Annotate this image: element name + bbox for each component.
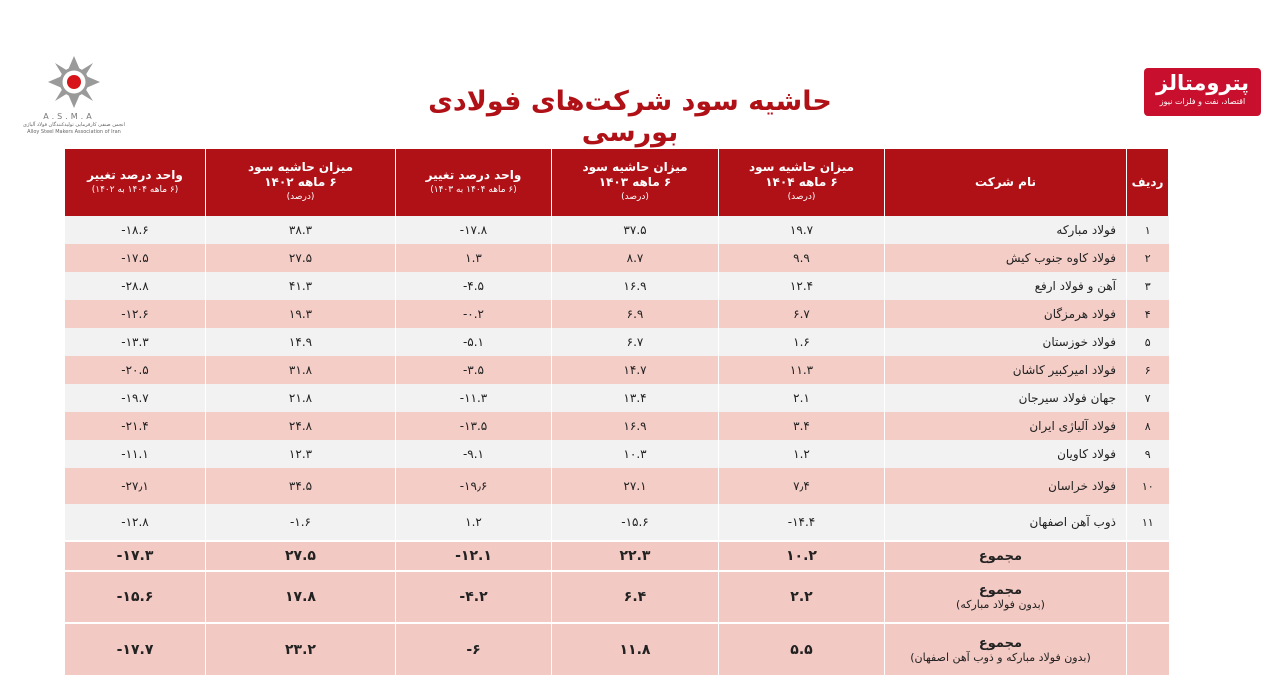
table-row — [65, 328, 1169, 356]
total-label-main: مجموع — [978, 635, 1023, 651]
total-c1: ۲.۲ — [719, 571, 885, 623]
total-c1: ۵.۵ — [719, 623, 885, 675]
company-name: جهان فولاد سیرجان — [885, 384, 1127, 412]
total-c4: ۱۷.۸ — [206, 571, 396, 623]
header-c2: میزان حاشیه سود ۶ ماهه ۱۴۰۳ (درصد) — [552, 149, 719, 216]
cell-c4: ۱۲.۳ — [206, 440, 396, 468]
total-c3: -۶ — [396, 623, 552, 675]
cell-c4: ۴۱.۳ — [206, 272, 396, 300]
row-index — [1127, 571, 1169, 623]
company-name: فولاد کاویان — [885, 440, 1127, 468]
company-name: فولاد هرمزگان — [885, 300, 1127, 328]
total-c1: ۱۰.۲ — [719, 541, 885, 571]
cell-c3: -۳.۵ — [396, 356, 552, 384]
row-index: ۸ — [1127, 412, 1169, 440]
cell-c5: -۲۸.۸ — [65, 272, 206, 300]
cell-c1: ۷٫۴ — [719, 468, 885, 504]
cell-c3: -۹.۱ — [396, 440, 552, 468]
cell-c4: ۳۴.۵ — [206, 468, 396, 504]
cell-c3: -۱۱.۳ — [396, 384, 552, 412]
cell-c2: ۱۳.۴ — [552, 384, 719, 412]
asma-name-en: Alloy Steel Makers Association of Iran — [27, 129, 121, 135]
header-c4: میزان حاشیه سود ۶ ماهه ۱۴۰۲ (درصد) — [206, 149, 396, 216]
cell-c2: ۶.۹ — [552, 300, 719, 328]
table-row — [65, 272, 1169, 300]
row-index: ۱۱ — [1127, 504, 1169, 541]
total-c2: ۱۱.۸ — [552, 623, 719, 675]
brand-tagline: اقتصاد، نفت و فلزات نیوز — [1159, 97, 1246, 106]
cell-c4: ۱۴.۹ — [206, 328, 396, 356]
total-label-sub: (بدون فولاد مبارکه) — [956, 598, 1045, 611]
header-c1: میزان حاشیه سود ۶ ماهه ۱۴۰۴ (درصد) — [719, 149, 885, 216]
cell-c3: -۱۷.۸ — [396, 216, 552, 244]
row-index — [1127, 541, 1169, 571]
row-index — [1127, 623, 1169, 675]
brand-name: پترومتالز — [1156, 71, 1249, 95]
cell-c4: ۳۱.۸ — [206, 356, 396, 384]
table-row — [65, 244, 1169, 272]
total-row — [65, 541, 1169, 571]
table-row — [65, 216, 1169, 244]
table-row — [65, 468, 1169, 504]
company-name: فولاد کاوه جنوب کیش — [885, 244, 1127, 272]
row-index: ۱ — [1127, 216, 1169, 244]
cell-c1: ۶.۷ — [719, 300, 885, 328]
company-name: ذوب آهن اصفهان — [885, 504, 1127, 541]
header-c3: واحد درصد تغییر (۶ ماهه ۱۴۰۴ به ۱۴۰۳) — [396, 149, 552, 216]
cell-c4: ۱۹.۳ — [206, 300, 396, 328]
row-index: ۴ — [1127, 300, 1169, 328]
cell-c1: ۱.۲ — [719, 440, 885, 468]
cell-c5: -۲۱.۴ — [65, 412, 206, 440]
total-label — [885, 541, 1127, 571]
row-index: ۳ — [1127, 272, 1169, 300]
company-name: فولاد مبارکه — [885, 216, 1127, 244]
company-name: فولاد خوزستان — [885, 328, 1127, 356]
row-index: ۷ — [1127, 384, 1169, 412]
cell-c1: -۱۴.۴ — [719, 504, 885, 541]
total-row — [65, 571, 1169, 623]
header-c5: واحد درصد تغییر (۶ ماهه ۱۴۰۴ به ۱۴۰۲) — [65, 149, 206, 216]
page-title: حاشیه سود شرکت‌های فولادی بورسی — [428, 86, 832, 148]
total-c4: ۲۳.۲ — [206, 623, 396, 675]
brand-logo — [1144, 68, 1261, 116]
row-index: ۱۰ — [1127, 468, 1169, 504]
cell-c3: -۱۳.۵ — [396, 412, 552, 440]
table-row — [65, 412, 1169, 440]
company-name: فولاد خراسان — [885, 468, 1127, 504]
cell-c2: ۱۴.۷ — [552, 356, 719, 384]
asma-abbr: A.S.M.A — [43, 112, 95, 121]
total-c3: -۱۲.۱ — [396, 541, 552, 571]
total-c5: -۱۷.۷ — [65, 623, 206, 675]
cell-c3: -۰.۲ — [396, 300, 552, 328]
total-label — [885, 623, 1127, 675]
cell-c4: ۳۸.۳ — [206, 216, 396, 244]
total-label-main: مجموع — [978, 548, 1023, 564]
table-row — [65, 440, 1169, 468]
cell-c2: ۳۷.۵ — [552, 216, 719, 244]
cell-c1: ۹.۹ — [719, 244, 885, 272]
cell-c1: ۱۱.۳ — [719, 356, 885, 384]
total-c3: -۴.۲ — [396, 571, 552, 623]
row-index: ۶ — [1127, 356, 1169, 384]
cell-c3: ۱.۳ — [396, 244, 552, 272]
row-index: ۵ — [1127, 328, 1169, 356]
company-name: فولاد آلیاژی ایران — [885, 412, 1127, 440]
cell-c1: ۱۲.۴ — [719, 272, 885, 300]
header-name: نام شرکت — [885, 149, 1127, 216]
profit-margin-table — [64, 149, 1168, 675]
asma-logo — [14, 52, 124, 136]
cell-c5: -۱۷.۵ — [65, 244, 206, 272]
cell-c5: -۲۷٫۱ — [65, 468, 206, 504]
cell-c4: ۲۱.۸ — [206, 384, 396, 412]
cell-c2: ۱۰.۳ — [552, 440, 719, 468]
company-name: فولاد امیرکبیر کاشان — [885, 356, 1127, 384]
total-row — [65, 623, 1169, 675]
cell-c1: ۱.۶ — [719, 328, 885, 356]
cell-c1: ۳.۴ — [719, 412, 885, 440]
total-label — [885, 571, 1127, 623]
table-row — [65, 300, 1169, 328]
cell-c2: ۲۷.۱ — [552, 468, 719, 504]
asma-name-fa: انجمن صنفی کارفرمایی تولیدکنندگان فولاد آلیاژی — [23, 122, 125, 128]
table-row — [65, 504, 1169, 541]
cell-c2: ۸.۷ — [552, 244, 719, 272]
cell-c5: -۱۲.۶ — [65, 300, 206, 328]
table-row — [65, 356, 1169, 384]
total-c2: ۲۲.۳ — [552, 541, 719, 571]
cell-c3: -۵.۱ — [396, 328, 552, 356]
row-index: ۲ — [1127, 244, 1169, 272]
cell-c5: -۱۹.۷ — [65, 384, 206, 412]
cell-c5: -۱۸.۶ — [65, 216, 206, 244]
company-name: آهن و فولاد ارفع — [885, 272, 1127, 300]
cell-c1: ۲.۱ — [719, 384, 885, 412]
cell-c2: ۱۶.۹ — [552, 272, 719, 300]
cell-c5: -۱۱.۱ — [65, 440, 206, 468]
cell-c5: -۲۰.۵ — [65, 356, 206, 384]
total-c2: ۶.۴ — [552, 571, 719, 623]
cell-c2: ۶.۷ — [552, 328, 719, 356]
header-idx: ردیف — [1127, 149, 1169, 216]
asma-gear-icon — [44, 52, 104, 112]
cell-c4: ۲۴.۸ — [206, 412, 396, 440]
row-index: ۹ — [1127, 440, 1169, 468]
cell-c3: -۴.۵ — [396, 272, 552, 300]
total-label-sub: (بدون فولاد مبارکه و ذوب آهن اصفهان) — [910, 650, 1091, 664]
cell-c5: -۱۳.۳ — [65, 328, 206, 356]
total-c4: ۲۷.۵ — [206, 541, 396, 571]
cell-c4: -۱.۶ — [206, 504, 396, 541]
cell-c2: ۱۶.۹ — [552, 412, 719, 440]
cell-c5: -۱۲.۸ — [65, 504, 206, 541]
table-header-row — [65, 149, 1169, 216]
cell-c2: -۱۵.۶ — [552, 504, 719, 541]
cell-c3: -۱۹٫۶ — [396, 468, 552, 504]
table-row — [65, 384, 1169, 412]
total-c5: -۱۵.۶ — [65, 571, 206, 623]
cell-c4: ۲۷.۵ — [206, 244, 396, 272]
cell-c1: ۱۹.۷ — [719, 216, 885, 244]
total-c5: -۱۷.۳ — [65, 541, 206, 571]
cell-c3: ۱.۲ — [396, 504, 552, 541]
total-label-main: مجموع — [978, 583, 1023, 598]
